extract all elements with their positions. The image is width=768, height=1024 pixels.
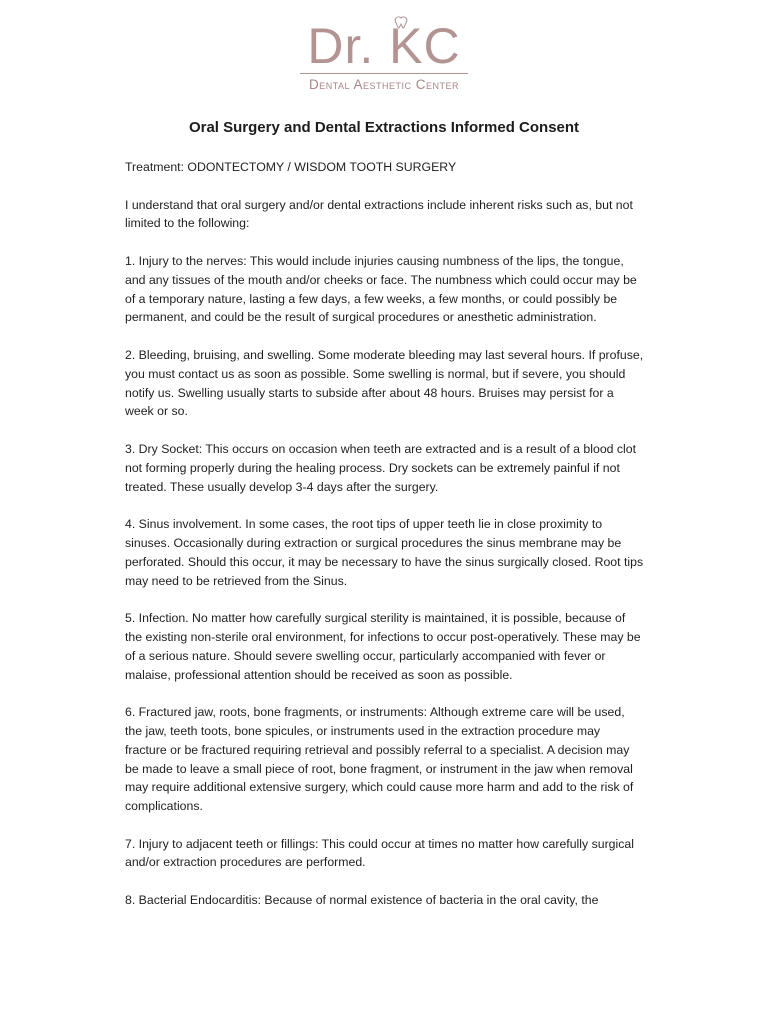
document-body xyxy=(125,158,645,929)
risk-item: 2. Bleeding, bruising, and swelling. Some moderate bleeding may last several hours. If profuse, you must contact us as soon as possible. Some swelling is normal, but if severe, you should notify us. Swelling usually starts to subside after about 48 hours. Bruises may persist for a week or so. xyxy=(125,347,644,419)
logo-subtitle: Dental Aesthetic Center xyxy=(308,77,460,92)
clinic-logo xyxy=(0,20,768,92)
risk-item: 1. Injury to the nerves: This would include injuries causing numbness of the lips, the tongue, and any tissues of the mouth and/or cheeks or face. The numbness which could occur may be of a temporary nature, lasting a few days, a few weeks, a few months, or could possibly be permanent, and could be the result of surgical procedures or anesthetic administration. xyxy=(125,253,637,325)
risk-item: 3. Dry Socket: This occurs on occasion when teeth are extracted and is a result of a blood clot not forming properly during the healing process. Dry sockets can be extremely painful if not treated. These usually develop 3-4 days after the surgery. xyxy=(125,441,637,494)
logo-main-text xyxy=(307,20,460,72)
risk-item: 7. Injury to adjacent teeth or fillings: This could occur at times no matter how carefully surgical and/or extraction procedures are performed. xyxy=(125,836,634,870)
treatment-line: Treatment: ODONTECTOMY / WISDOM TOOTH SURGERY xyxy=(125,160,457,174)
tooth-icon xyxy=(393,16,409,30)
intro-paragraph: I understand that oral surgery and/or dental extractions include inherent risks such as, but not limited to the following: xyxy=(125,197,633,231)
logo-wordmark: Dr. KC xyxy=(307,18,461,74)
risk-item: 8. Bacterial Endocarditis: Because of normal existence of bacteria in the oral cavity, the xyxy=(125,893,599,908)
risk-item: 5. Infection. No matter how carefully surgical sterility is maintained, it is possible, because of the existing non-sterile oral environment, for infections to occur post-operatively. These may be of a serious nature. Should severe swelling occur, particularly accompanied with fever or malaise, professional attention should be received as soon as possible. xyxy=(125,611,641,682)
document-title: Oral Surgery and Dental Extractions Informed Consent xyxy=(188,119,580,136)
risk-item: 4. Sinus involvement. In some cases, the root tips of upper teeth lie in close proximity to sinuses. Occasionally during extraction or surgical procedures the sinus membrane may be perforated. Should this occur, it may be necessary to have the sinus surgically closed. Root tips may need to be retrieved from the Sinus. xyxy=(125,517,644,588)
risk-item: 6. Fractured jaw, roots, bone fragments, or instruments: Although extreme care will be used, the jaw, teeth toots, bone spicules, or instruments used in the extraction procedure may fracture or be fractured requiring retrieval and possibly referral to a specialist. A decision may be made to leave a small piece of root, bone fragment, or instrument in the jaw when removal may require additional extensive surgery, which could cause more harm and add to the risk of complications. xyxy=(125,705,634,814)
